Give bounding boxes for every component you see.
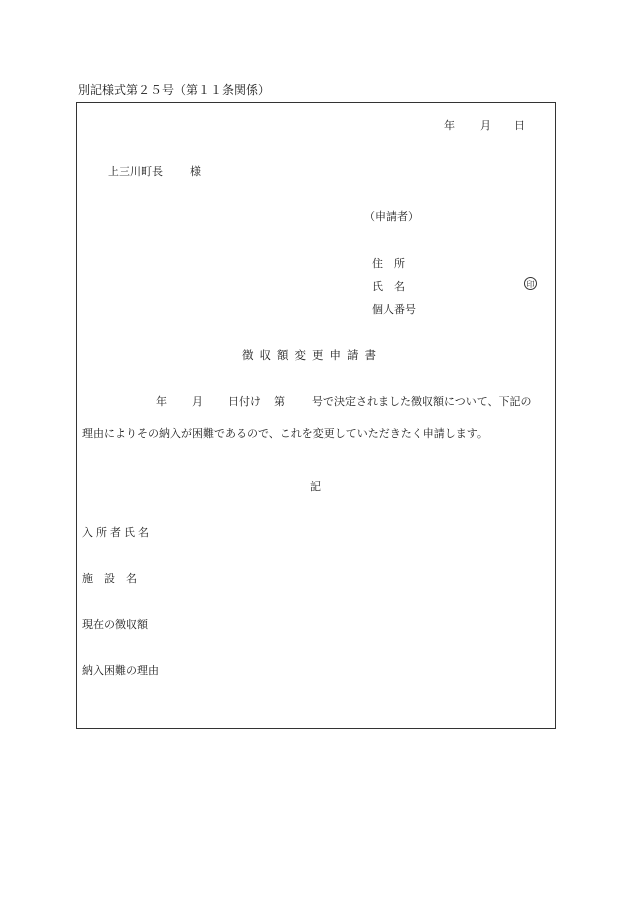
document-title: 徴収額変更申請書	[242, 348, 382, 362]
form-frame	[76, 102, 556, 729]
applicant-address-label: 住 所	[372, 257, 405, 270]
body-month: 月	[192, 395, 203, 408]
applicant-name-label: 氏 名	[372, 280, 405, 293]
field-label-facility-name: 施 設 名	[82, 572, 137, 585]
applicant-id-label: 個人番号	[372, 303, 416, 316]
addressee-name: 上三川町長	[108, 165, 163, 178]
body-line2: 理由によりその納入が困難であるので、これを変更していただきたく申請します。	[82, 427, 488, 440]
body-line1-rest: 号で決定されました徴収額について、下記の	[312, 395, 532, 408]
field-label-current-amount: 現在の徴収額	[82, 618, 148, 631]
date-day: 日	[514, 119, 525, 132]
field-label-hardship-reason: 納入困難の理由	[82, 664, 159, 677]
date-month: 月	[480, 119, 491, 132]
body-year: 年	[156, 395, 167, 408]
note-heading: 記	[310, 480, 321, 493]
seal-mark: 印	[524, 277, 537, 290]
field-label-resident-name: 入所者氏名	[82, 526, 152, 539]
addressee-honorific: 様	[190, 165, 201, 178]
date-year: 年	[444, 119, 455, 132]
body-dated: 日付け	[228, 395, 261, 408]
body-number-prefix: 第	[274, 395, 285, 408]
form-caption: 別記様式第２５号（第１１条関係）	[78, 83, 271, 97]
applicant-heading: （申請者）	[364, 210, 419, 223]
